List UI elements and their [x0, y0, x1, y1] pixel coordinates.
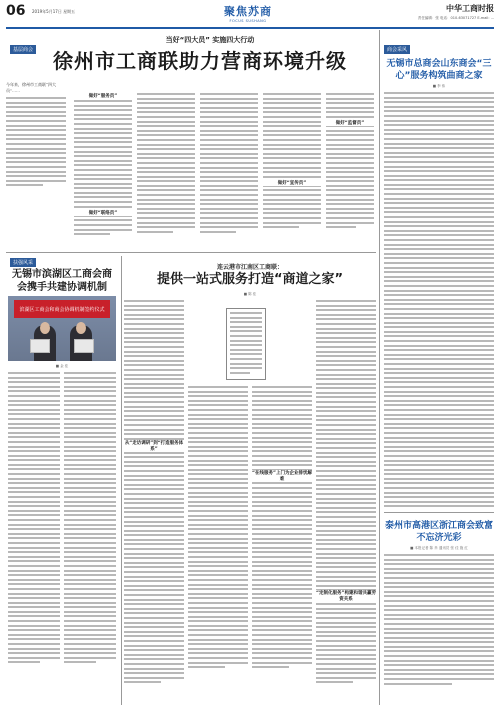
right-article2-byline: ■ 本报记者 陈 肖 通讯员 张 佳 施 红	[410, 546, 468, 550]
section-label: 基层商会	[10, 45, 36, 54]
right-article-body	[384, 92, 494, 507]
subhead-1: 做好“服务员”	[88, 94, 118, 99]
event-photo	[8, 296, 116, 361]
center-column-3	[252, 386, 312, 702]
lead-intro: 今年来，徐州市工商联“四大员”……	[6, 82, 57, 93]
section-banner	[202, 3, 294, 25]
right-article-title: 无锡市总商会山东商会“三心”服务构筑曲商之家	[386, 59, 492, 81]
center-subhead-2: “在线服务”上门为企业排忧解难	[252, 471, 312, 482]
article-headline: 徐州市工商联助力营商环境升级	[53, 49, 347, 73]
lower-left-column-1	[8, 372, 60, 702]
right-divider	[384, 512, 494, 513]
article-kicker: 当好“四大员” 实施四大行动	[165, 36, 255, 44]
lower-left-section-label: 扶强风采	[10, 258, 36, 267]
subhead-3: 做好“宣传员”	[263, 180, 321, 186]
newspaper-brand: 中华工商时报	[446, 4, 494, 13]
column-divider	[379, 30, 380, 705]
section-banner-subtitle: FOCUS SUSHANG	[229, 19, 267, 23]
lower-divider	[6, 252, 376, 253]
lower-left-byline: ■ 金 佳	[55, 364, 69, 368]
pull-quote-box	[226, 308, 266, 380]
center-subhead-3: “定制化服务”构建和谐共赢劳资关系	[316, 591, 376, 602]
main-column-5	[326, 93, 374, 248]
editor-info: 责任编辑：张 电话：010-63071727 E-mail: ...	[417, 16, 494, 20]
right-article2-body	[384, 554, 494, 702]
lower-left-title: 无锡市滨湖区工商会商会携手共建协调机制	[12, 269, 112, 293]
page-date: 2019年5月17日 星期五	[32, 9, 76, 14]
lower-column-divider	[121, 256, 122, 705]
header-rule	[6, 27, 494, 29]
main-column-3	[200, 93, 258, 248]
center-column-2	[188, 386, 248, 702]
subhead-4: 做好“监督员”	[326, 120, 374, 126]
section-banner-title: 聚焦苏商	[224, 5, 272, 18]
right-article-byline: ■ 李 伟	[432, 84, 446, 88]
right-article2-title: 泰州市高港区浙江商会致富不忘济光彩	[384, 521, 493, 543]
subhead-2: 做好“联络员”	[74, 210, 132, 216]
center-feature-byline: ■ 陈 佳	[243, 292, 257, 296]
main-column-4	[263, 93, 321, 248]
main-column-2	[137, 93, 195, 248]
lower-left-column-2	[64, 372, 116, 702]
center-column-4	[316, 300, 376, 702]
page-header	[6, 3, 494, 25]
center-feature-title: 提供一站式服务打造“商道之家”	[156, 272, 344, 287]
center-feature-kicker: 连云港市江南区工商联：	[216, 264, 283, 271]
page-number: 06	[6, 3, 26, 19]
photo-banner-text: 滨湖区工商会和商会协调机制签约仪式	[19, 307, 105, 313]
lead-paragraph	[6, 82, 66, 192]
right-section-label: 商会采风	[384, 45, 410, 54]
center-column-1	[124, 300, 184, 702]
center-subhead-1: 从“走访调研”到“打造服务体系”	[124, 441, 184, 452]
main-column-1	[74, 100, 132, 248]
